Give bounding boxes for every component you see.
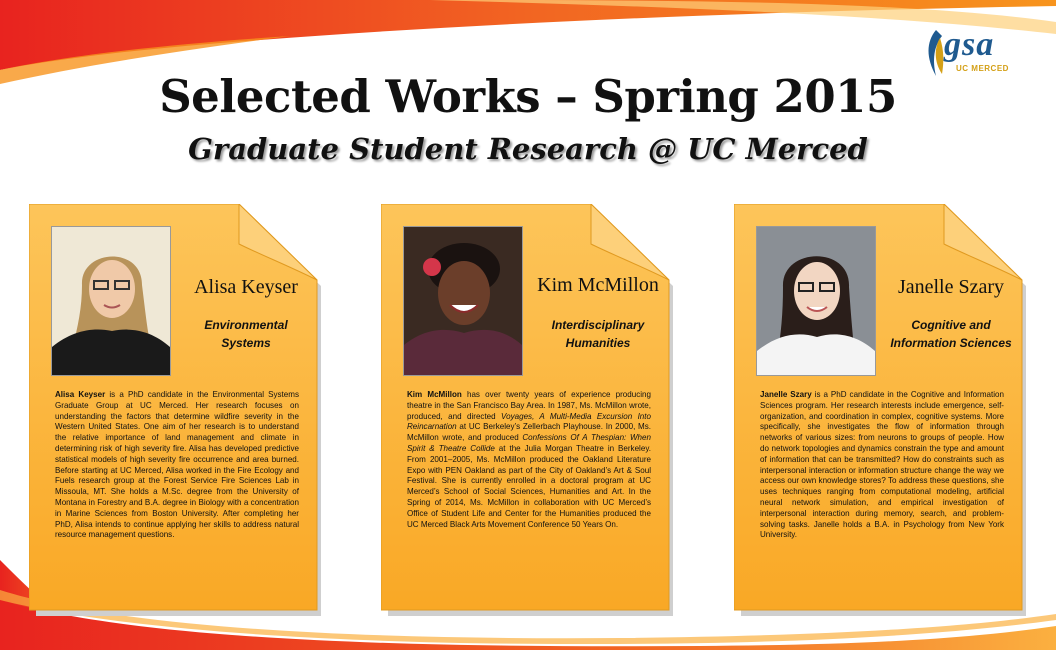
researcher-name: Janelle Szary xyxy=(897,276,1005,298)
logo-text: gsa xyxy=(944,26,995,63)
page-subtitle: Graduate Student Research @ UC Merced xyxy=(188,132,868,166)
researcher-department xyxy=(876,316,1026,352)
researcher-card xyxy=(381,204,673,616)
bio-work-title: Confessions Of A Thespian: When Spirit & Theatre Collide xyxy=(407,433,651,453)
bio-lead-name: Janelle Szary xyxy=(760,390,812,399)
department-line: Environmental xyxy=(204,318,288,332)
department-line: Interdisciplinary xyxy=(551,318,645,332)
bio-text: is a PhD candidate in the Cognitive and Information Sciences program. Her research interests include emergence, self-organization, and coordination in complex, cognitive systems. More specifically, she investigates the flow of information through networks of various sizes: from neurons to groups of people. How do network topologies and dynamics constrain the type and amount of information that can be transmitted? How do constraints such as interpersonal interaction or information structure change the way we access our own knowledge stores? To address these questions, she uses techniques ranging from computational modeling, artificial neural network simulation, and empirical investigation of interpersonal interaction during memory, search, and problem-solving tasks. Janelle holds a B.A. in Psychology from New York University. xyxy=(760,390,1004,540)
department-line: Cognitive and xyxy=(911,318,991,332)
bio-text: has over twenty years of experience producing theatre in the San Francisco Bay Area. In 1987, Ms. McMillon wrote, produced, and directed xyxy=(407,390,651,421)
researcher-bio xyxy=(760,390,1004,541)
bio-text: is a PhD candidate in the Environmental Systems Graduate Group at UC Merced. Her research focuses on understanding the factors that determine wildfire severity in the Western United States. One aim of her research is to understand the relative importance of land management and climate in determining risk of high severity fire. Alisa has developed predictive statistical models of high severity fire occurrence and area burned. Before starting at UC Merced, Alisa worked in the Fire Ecology and Fuels research group at the Forest Service Fire Sciences Lab in Missoula, MT. She holds a M.Sc. degree from the University of Montana in Forestry and B.A. degree in Biology with a concentration in Marine Sciences from Boston University. After completing her PhD, Alisa intends to continue applying her skills to address natural resource management questions. xyxy=(55,390,299,540)
researcher-photo xyxy=(756,226,876,376)
department-line: Humanities xyxy=(565,336,631,350)
bio-text: at the Julia Morgan Theatre in Berkeley. From 2001–2005, Ms. McMillon produced the Oakland Literature Expo with PEN Oakland as part of the City of Oakland’s Art & Soul Festival. She is currently enrolled in a doctoral program at UC Merced’s School of Social Sciences, Humanities and Art. In the Spring of 2014, Ms. McMillon in collaboration with UC Merced’s Office of Student Life and Center for the Humanities produced the UC Merced Black Arts Movement Conference 50 Years On. xyxy=(407,443,651,529)
department-line: Systems xyxy=(221,336,271,350)
page-title: Selected Works – Spring 2015 xyxy=(159,70,897,123)
researcher-photo xyxy=(51,226,171,376)
researcher-name: Kim McMillon xyxy=(537,274,659,296)
researcher-bio xyxy=(55,390,299,541)
bio-text: at UC Berkeley’s Zellerbach Playhouse. In 2000, Ms. McMillon wrote, and produced xyxy=(407,422,651,443)
bio-lead-name: Alisa Keyser xyxy=(55,390,106,399)
researcher-photo xyxy=(403,226,523,376)
bio-work-title: Voyages, A Multi-Media Excursion Into Reincarnation xyxy=(407,411,651,432)
logo-subtext: UC MERCED xyxy=(956,64,1009,73)
researcher-card xyxy=(734,204,1026,616)
department-line: Information Sciences xyxy=(890,336,1012,350)
bio-lead-name: Kim McMillon xyxy=(407,390,462,399)
researcher-department xyxy=(523,316,673,352)
researcher-name: Alisa Keyser xyxy=(194,276,298,298)
researcher-card xyxy=(29,204,321,616)
researcher-bio xyxy=(407,390,651,530)
researcher-department xyxy=(171,316,321,352)
